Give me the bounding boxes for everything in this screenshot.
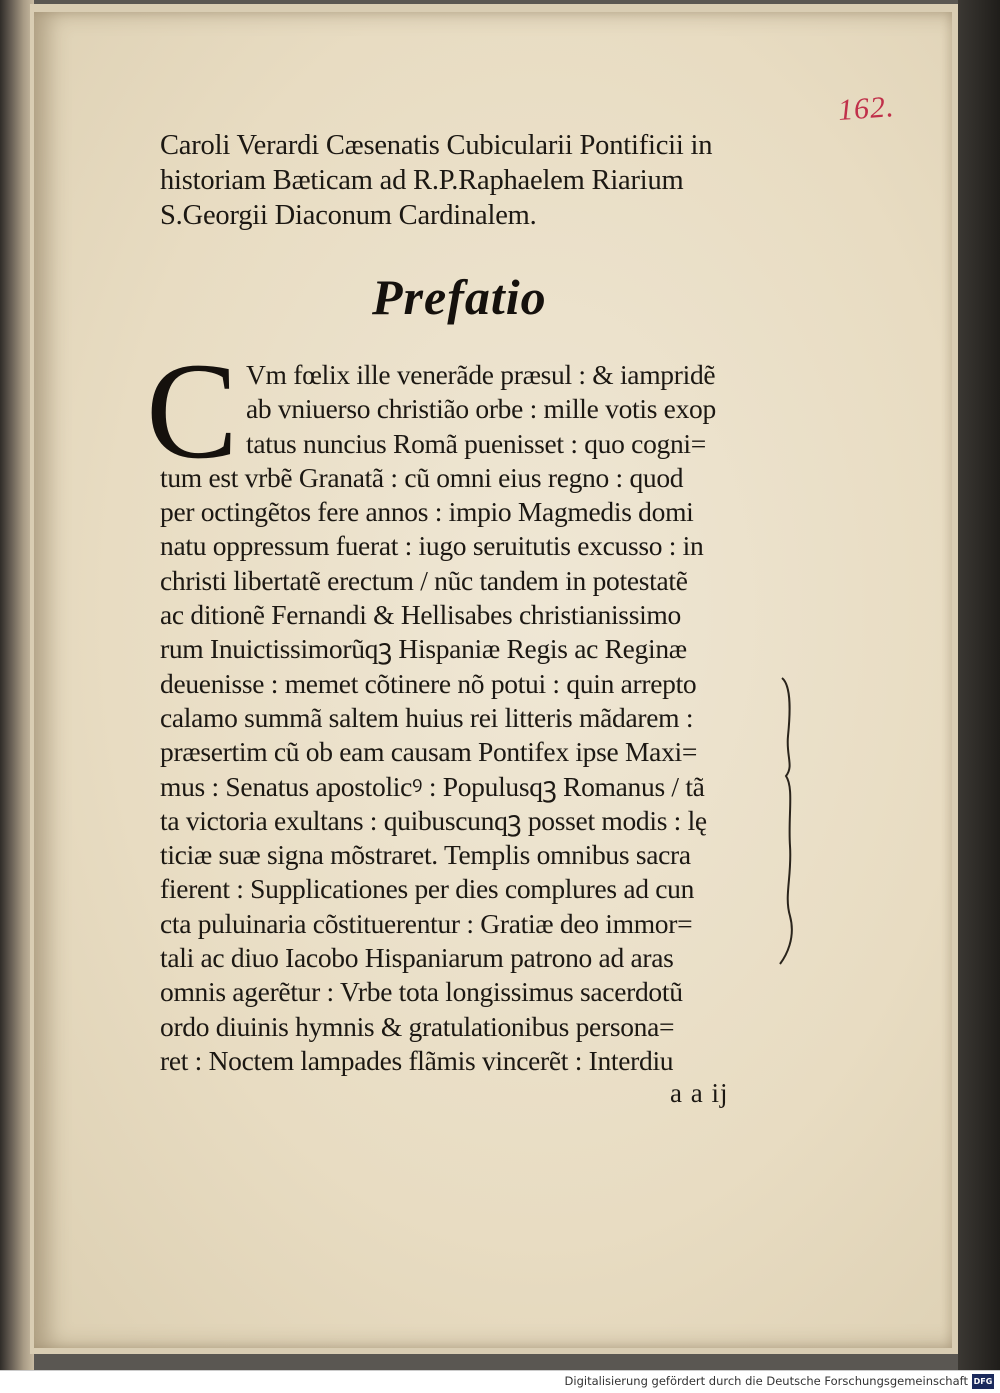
text-line: cta puluinaria cõstituerentur : Gratiæ deo immor= [160, 907, 693, 939]
signature-mark: a a ij [670, 1078, 729, 1108]
text-line: ac ditionẽ Fernandi & Hellisabes christianissimo [160, 599, 681, 631]
text-line: ret : Noctem lampades flãmis vincerẽt : Interdiu [160, 1044, 674, 1076]
text-line: rum Inuictissimorũqꝫ Hispaniæ Regis ac Reginæ [160, 633, 687, 665]
title-block [160, 128, 800, 233]
text-line: ordo diuinis hymnis & gratulationibus persona= [160, 1010, 675, 1042]
text-line: natu oppressum fuerat : iugo seruitutis excusso : in [160, 530, 704, 562]
text-line: tum est vrbẽ Granatã : cũ omni eius regno : quod [160, 461, 684, 493]
text-line: per octingẽtos fere annos : impio Magmedis domi [160, 496, 694, 528]
text-line: præsertim cũ ob eam causam Pontifex ipse Maxi= [160, 736, 698, 768]
footer-bar [0, 1370, 1000, 1393]
handwritten-margin-bracket [778, 676, 800, 966]
text-line: ta victoria exultans : quibuscunqꝫ posset modis : lę [160, 804, 707, 836]
footer-credit: Digitalisierung gefördert durch die Deutsche Forschungsgemeinschaft [564, 1374, 968, 1388]
dfg-logo: DFG [972, 1374, 994, 1389]
text-line: christi libertatẽ erectum / nũc tandem in potestatẽ [160, 564, 688, 596]
text-line: Vm fœlix ille venerãde præsul : & iampridẽ [246, 359, 716, 390]
drop-cap-initial: C [146, 334, 239, 487]
title-line: Caroli Verardi Cæsenatis Cubicularii Pontificii in [160, 130, 713, 161]
text-line: omnis agerẽtur : Vrbe tota longissimus sacerdotũ [160, 976, 683, 1008]
body-text [160, 358, 790, 1078]
title-line: historiam Bæticam ad R.P.Raphaelem Riarium [160, 165, 684, 196]
text-line: mus : Senatus apostolicꝰ : Populusqꝫ Romanus / tã [160, 770, 705, 802]
handwritten-folio-number: 162. [836, 90, 896, 127]
text-line: tatus nuncius Romã puenisset : quo cogni= [246, 427, 706, 459]
text-line: calamo summã saltem huius rei litteris mãdarem : [160, 701, 694, 733]
text-line: tali ac diuo Iacobo Hispaniarum patrono ad aras [160, 942, 674, 974]
book-binding [0, 0, 34, 1370]
text-line: deuenisse : memet cõtinere nõ potui : quin arrepto [160, 667, 697, 699]
section-heading: Prefatio [372, 269, 547, 325]
text-line: ab vniuerso christião orbe : mille votis exop [246, 393, 716, 425]
title-line: S.Georgii Diaconum Cardinalem. [160, 200, 537, 231]
cover-edge [958, 0, 1000, 1370]
text-line: ticiæ suæ signa mõstraret. Templis omnibus sacra [160, 839, 691, 871]
text-line: fierent : Supplicationes per dies complures ad cun [160, 873, 695, 905]
